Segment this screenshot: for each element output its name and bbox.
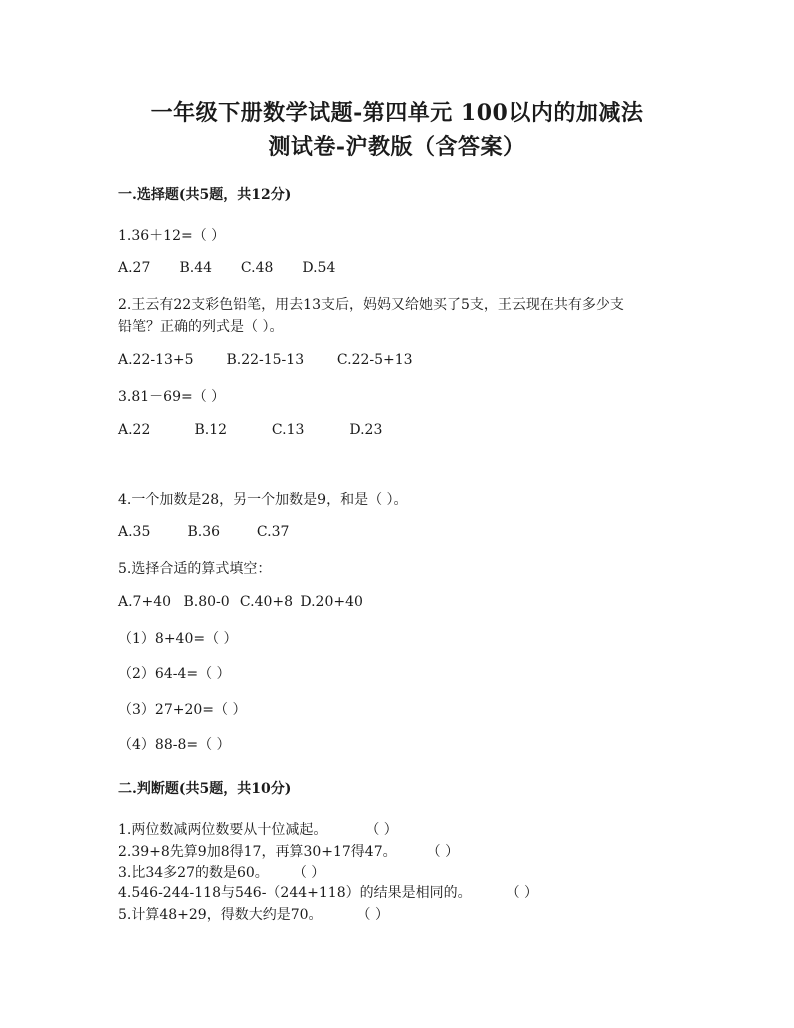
- option: B.44: [179, 260, 213, 276]
- document-title-line1: 一年级下册数学试题-第四单元 100以内的加减法: [150, 100, 644, 126]
- question-3-options: [118, 422, 382, 438]
- option: A.27: [118, 260, 151, 276]
- question-5-options: [118, 594, 363, 610]
- option: C.37: [256, 524, 290, 540]
- option: C.40+8: [239, 594, 294, 610]
- option: C.48: [240, 260, 274, 276]
- option: A.35: [118, 524, 151, 540]
- answer-paren: （ ）: [426, 844, 460, 860]
- option: B.22-15-13: [226, 352, 305, 368]
- judge-item-5: [118, 904, 389, 924]
- judge-text: 5.计算48+29，得数大约是70。: [118, 907, 323, 923]
- judge-item-1: [118, 819, 398, 839]
- question-4-options: [118, 524, 289, 540]
- option: B.80-0: [183, 594, 230, 610]
- judge-item-2: [118, 841, 459, 861]
- question-5-sub-2: （2）64-4=（ ）: [118, 666, 231, 682]
- option: D.23: [349, 422, 383, 438]
- question-5-sub-1: （1）8+40=（ ）: [118, 631, 238, 647]
- question-1-stem: 1.36＋12=（ ）: [118, 228, 226, 244]
- question-4-stem: 4.一个加数是28，另一个加数是9，和是（ ）。: [118, 492, 408, 508]
- option: A.22: [118, 422, 151, 438]
- option: A.22-13+5: [118, 352, 194, 368]
- option: D.20+40: [300, 594, 363, 610]
- judge-item-4: [118, 882, 538, 902]
- option: D.54: [302, 260, 336, 276]
- question-5-sub-3: （3）27+20=（ ）: [118, 702, 247, 718]
- judge-text: 4.546-244-118与546-（244+118）的结果是相同的。: [118, 885, 472, 901]
- option: C.13: [271, 422, 305, 438]
- question-5-sub-4: （4）88-8=（ ）: [118, 737, 231, 753]
- judge-text: 1.两位数减两位数要从十位减起。: [118, 822, 328, 838]
- option: C.22-5+13: [336, 352, 413, 368]
- judge-text: 3.比34多27的数是60。: [118, 865, 269, 881]
- document-title-line2: 测试卷-沪教版（含答案）: [268, 134, 526, 160]
- answer-paren: （ ）: [505, 885, 539, 901]
- question-5-stem: 5.选择合适的算式填空：: [118, 561, 272, 577]
- question-2-stem-line2: 铅笔？正确的列式是（ ）。: [118, 319, 284, 335]
- judge-text: 2.39+8先算9加8得17，再算30+17得47。: [118, 844, 397, 860]
- judge-item-3: [118, 862, 325, 882]
- option: B.12: [194, 422, 228, 438]
- answer-paren: （ ）: [356, 907, 389, 923]
- section-judge-heading: 二.判断题(共5题，共10分): [118, 781, 292, 797]
- question-2-options: [118, 352, 413, 368]
- question-1-options: [118, 260, 335, 276]
- answer-paren: （ ）: [365, 822, 398, 838]
- option: B.36: [187, 524, 221, 540]
- answer-paren: （ ）: [292, 865, 326, 881]
- question-3-stem: 3.81－69=（ ）: [118, 389, 226, 405]
- option: A.7+40: [118, 594, 172, 610]
- question-2-stem-line1: 2.王云有22支彩色铅笔，用去13支后，妈妈又给她买了5支，王云现在共有多少支: [118, 297, 624, 313]
- section-choice-heading: 一.选择题(共5题，共12分): [118, 187, 292, 203]
